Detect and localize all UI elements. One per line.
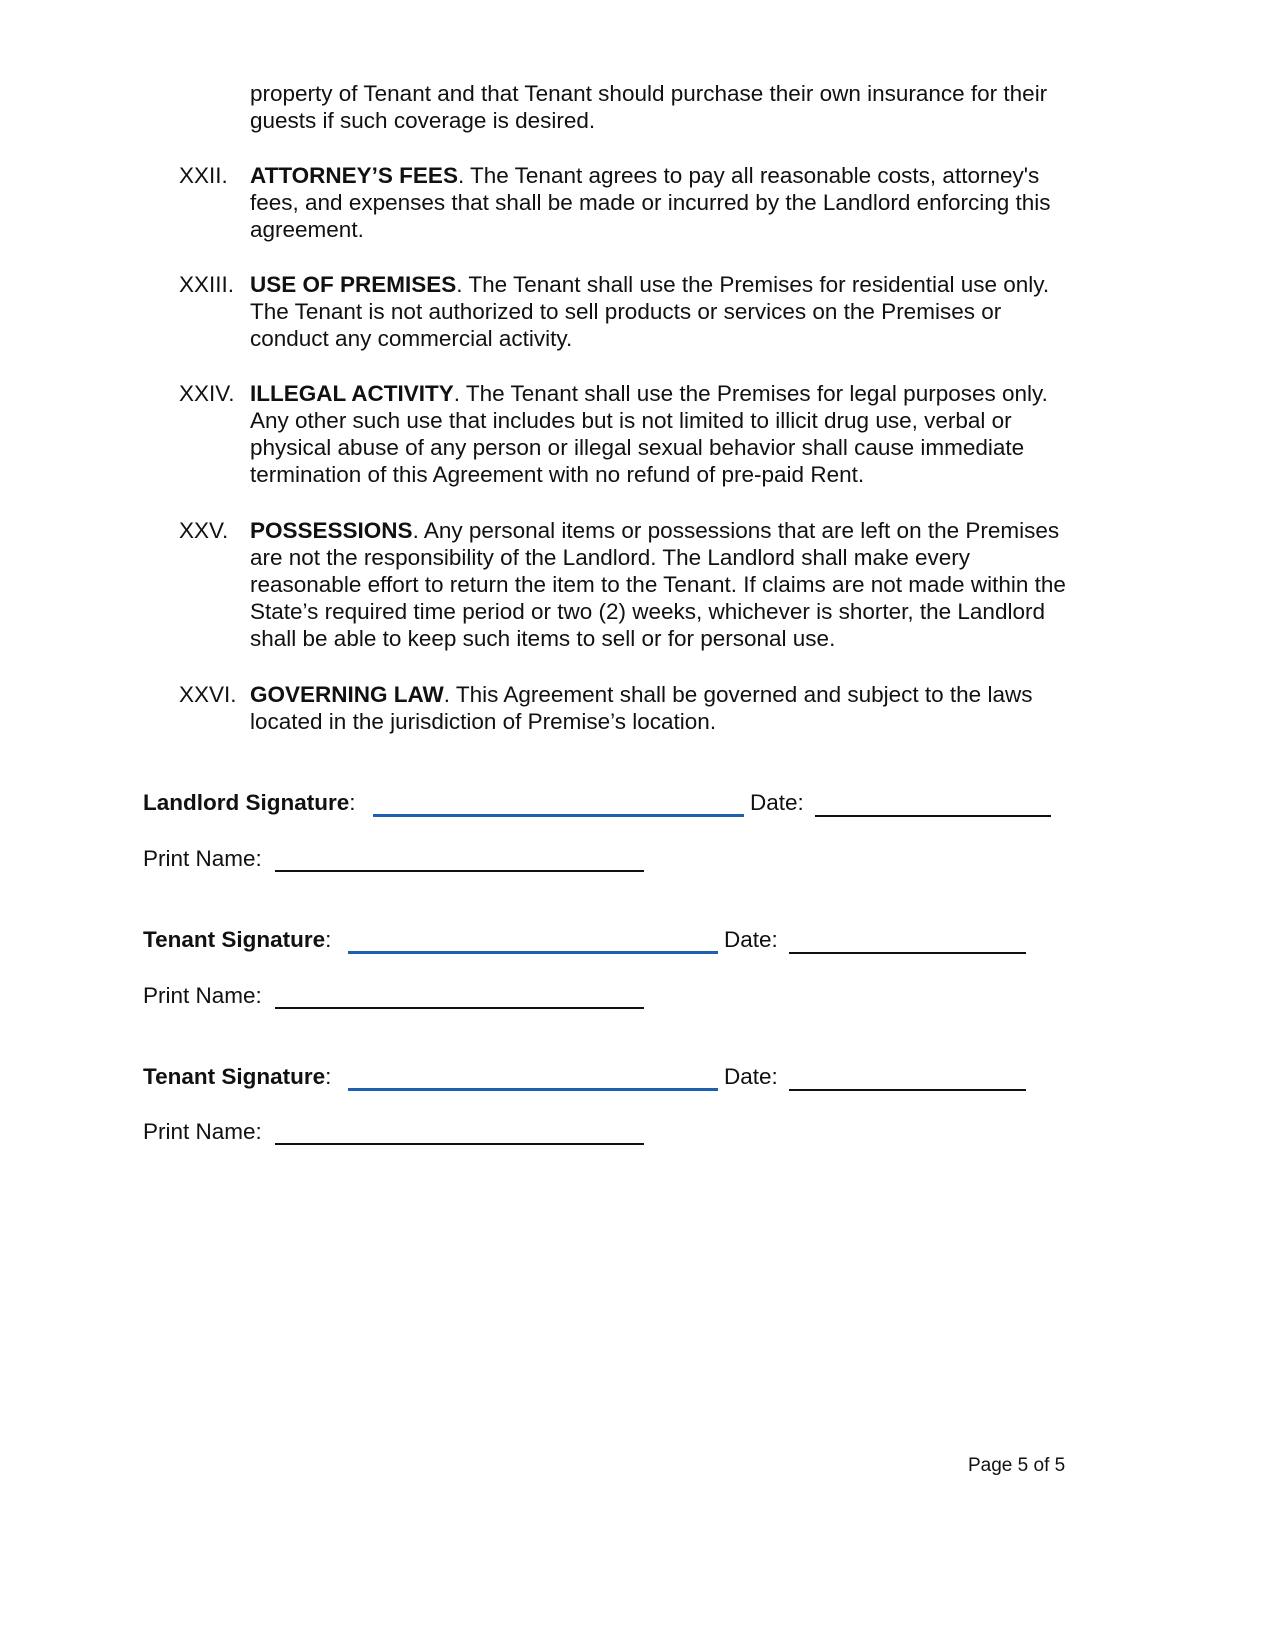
print-name-label: Print Name:	[143, 1119, 262, 1144]
print-name-label: Print Name:	[143, 983, 262, 1008]
tenant-signature-row	[143, 926, 331, 956]
tenant-date-field[interactable]	[789, 1089, 1026, 1091]
section-heading: ILLEGAL ACTIVITY	[250, 381, 454, 406]
print-name-label: Print Name:	[143, 846, 262, 871]
landlord-print-name-field[interactable]	[275, 870, 644, 872]
tenant-date-field[interactable]	[789, 952, 1026, 954]
colon: :	[349, 790, 356, 815]
date-label: Date:	[750, 790, 804, 815]
date-label: Date:	[724, 1064, 778, 1089]
section-numeral: XXII.	[179, 163, 228, 188]
tenant-print-name-field[interactable]	[275, 1143, 644, 1145]
section-heading: POSSESSIONS	[250, 518, 413, 543]
page-number: Page 5 of 5	[968, 1455, 1066, 1476]
colon: :	[325, 1064, 332, 1089]
signature-label: Tenant Signature	[143, 1064, 326, 1089]
section-text: . Any personal items or possessions that are left on the Premises are not the responsibility of the Landlord. The Landlord shall make every reasonable effort to return the item to the Tenant. If claims are not made within the State’s required time period or two (2) weeks, whichever is shorter, the Landlord shall be able to keep such items to sell or for personal use.	[250, 518, 1066, 651]
signature-label: Tenant Signature	[143, 927, 326, 952]
landlord-date-field[interactable]	[815, 815, 1051, 817]
section-numeral: XXIII.	[179, 272, 235, 297]
tenant-print-name-field[interactable]	[275, 1007, 644, 1009]
date-label: Date:	[724, 927, 778, 952]
section-text: . The Tenant shall use the Premises for residential use only. The Tenant is not authorized to sell products or services on the Premises or conduct any commercial activity.	[250, 272, 1050, 351]
section-heading: GOVERNING LAW	[250, 682, 444, 707]
signature-label: Landlord Signature	[143, 790, 350, 815]
section-numeral: XXV.	[179, 518, 229, 543]
section-text: . The Tenant agrees to pay all reasonable costs, attorney's fees, and expenses that shall be made or incurred by the Landlord enforcing this agreement.	[250, 163, 1051, 242]
tenant-signature-field[interactable]	[348, 951, 718, 954]
landlord-signature-row	[143, 789, 356, 819]
tenant-signature-row	[143, 1063, 331, 1093]
landlord-signature-field[interactable]	[373, 814, 744, 817]
colon: :	[325, 927, 332, 952]
section-numeral: XXIV.	[179, 381, 235, 406]
section-heading: ATTORNEY’S FEES	[250, 163, 458, 188]
section-text: . This Agreement shall be governed and subject to the laws located in the jurisdiction of Premise’s location.	[250, 682, 1033, 734]
section-text: . The Tenant shall use the Premises for legal purposes only. Any other such use that includes but is not limited to illicit drug use, verbal or physical abuse of any person or illegal sexual behavior shall cause immediate termination of this Agreement with no refund of pre-paid Rent.	[250, 381, 1048, 487]
section-numeral: XXVI.	[179, 682, 237, 707]
continuation-paragraph: property of Tenant and that Tenant should purchase their own insurance for their guests if such coverage is desired.	[250, 81, 1048, 133]
section-heading: USE OF PREMISES	[250, 272, 457, 297]
tenant-signature-field[interactable]	[348, 1088, 718, 1091]
